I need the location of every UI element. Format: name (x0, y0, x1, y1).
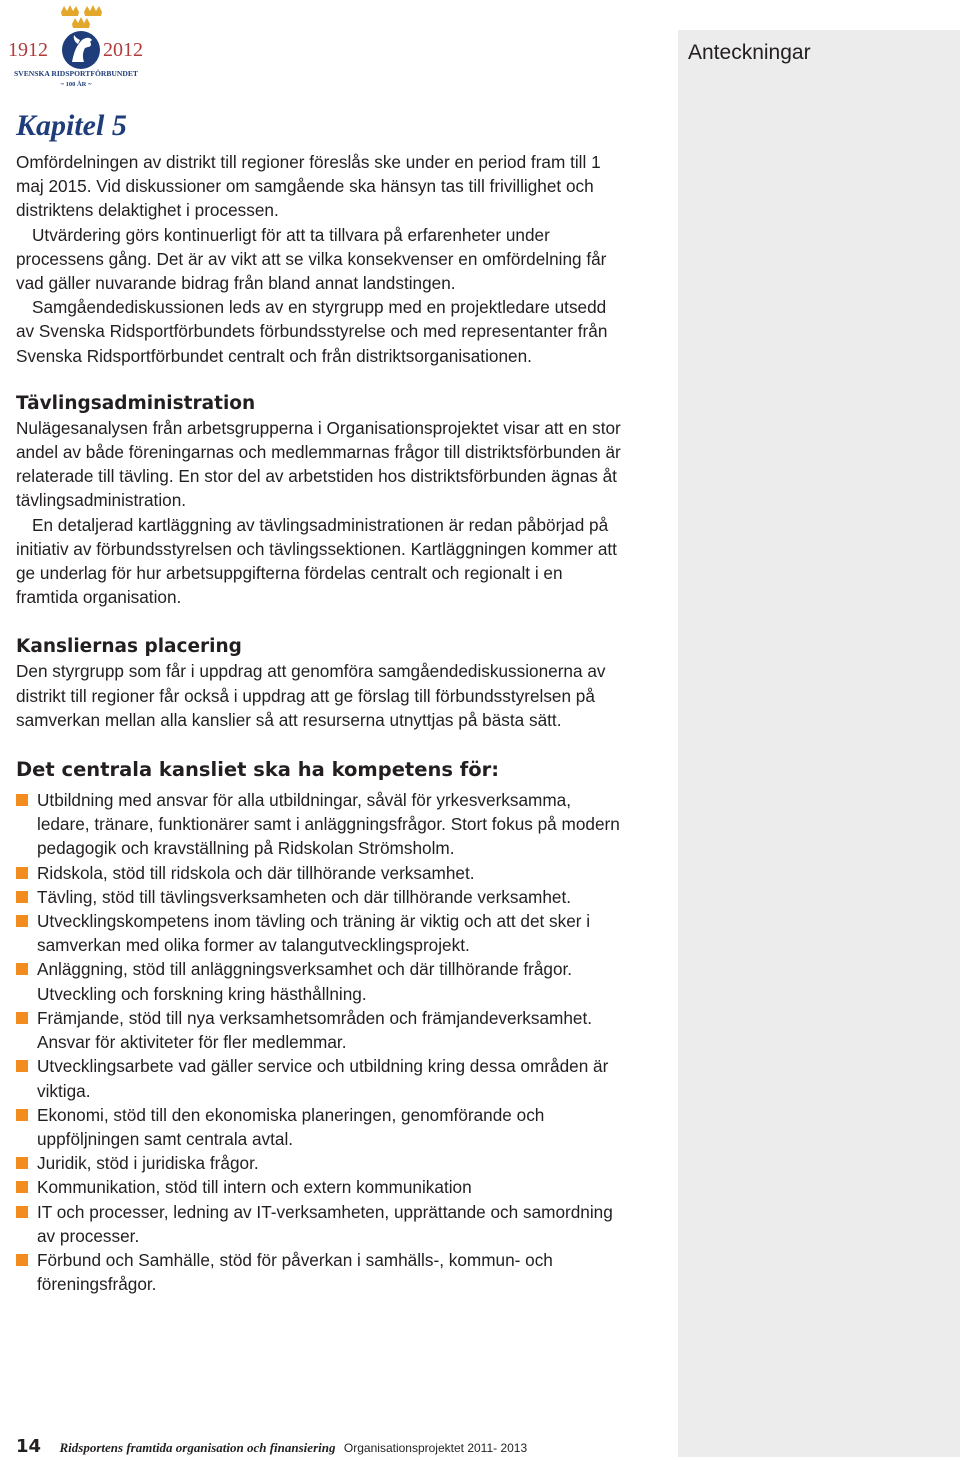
section-heading-tavlingsadministration: Tävlingsadministration (16, 392, 256, 414)
notes-panel (678, 30, 960, 1457)
crown-icon (61, 5, 102, 28)
list-item: Förbund och Samhälle, stöd för påverkan i samhälls-, kommun- och föreningsfrågor. (16, 1248, 626, 1296)
section-text-kansliernas-placering (16, 659, 626, 732)
square-bullet-icon (16, 963, 28, 975)
intro-paragraph-2: Utvärdering görs kontinuerligt för att ta tillvara på erfarenheter under processens gång. Det är av vikt att se vilka konsekvenser en omfördelning får vad gäller nuvarande bidrag från bland annat landstingen. (16, 224, 607, 294)
section-heading-centrala-kansliet: Det centrala kansliet ska ha kompetens för: (16, 758, 500, 782)
notes-title: Anteckningar (688, 41, 811, 64)
list-item: IT och processer, ledning av IT-verksamheten, upprättande och samordning av processer. (16, 1200, 626, 1248)
ridsportforbundet-logo (6, 4, 146, 90)
project-name: Organisationsprojektet 2011- 2013 (343, 1441, 528, 1455)
square-bullet-icon (16, 1060, 28, 1072)
section-heading-kansliernas-placering: Kansliernas placering (16, 636, 242, 658)
section1-paragraph-1: Nulägesanalysen från arbetsgrupperna i Organisationsprojektet visar att en stor andel av både föreningarnas och medlemmarnas frågor till distriktsförbunden är relaterade till tävling. En stor del av arbetstiden hos distriktsförbunden ägnas åt tävlingsadministration. (16, 417, 621, 511)
list-item: Juridik, stöd i juridiska frågor. (16, 1151, 626, 1175)
square-bullet-icon (16, 1206, 28, 1218)
intro-paragraph-3: Samgåendediskussionen leds av en styrgrupp med en projektledare utsedd av Svenska Ridsportförbundets förbundsstyrelse och med representanter från Svenska Ridsportförbundet centralt och från distriktsorganisationen. (16, 297, 608, 366)
chapter-title: Kapitel 5 (16, 109, 127, 142)
square-bullet-icon (16, 1254, 28, 1266)
logo-year-left: 1912 (8, 39, 48, 61)
list-item: Främjande, stöd till nya verksamhetsområden och främjandeverksamhet. Ansvar för aktiviteter för fler medlemmar. (16, 1006, 626, 1054)
square-bullet-icon (16, 1157, 28, 1169)
square-bullet-icon (16, 794, 28, 806)
square-bullet-icon (16, 1181, 28, 1193)
square-bullet-icon (16, 915, 28, 927)
publication-title: Ridsportens framtida organisation och finansiering (59, 1440, 336, 1455)
list-item: Utvecklingskompetens inom tävling och träning är viktig och att det sker i samverkan med olika former av talangutvecklingsprojekt. (16, 909, 626, 957)
page-footer (16, 1436, 527, 1460)
list-item: Tävling, stöd till tävlingsverksamheten och där tillhörande verksamhet. (16, 885, 626, 909)
competence-list (16, 788, 626, 1296)
list-item: Kommunikation, stöd till intern och extern kommunikation (16, 1175, 626, 1199)
main-content (16, 110, 626, 1296)
list-item: Utbildning med ansvar för alla utbildningar, såväl för yrkesverksamma, ledare, tränare, funktionärer samt i anläggningsfrågor. Stort fokus på modern pedagogik och kravställning på Ridskolan Strömsholm. (16, 788, 626, 861)
logo-tagline: ~ 100 ÅR ~ (60, 81, 92, 88)
square-bullet-icon (16, 1109, 28, 1121)
square-bullet-icon (16, 867, 28, 879)
intro-paragraph-1: Omfördelningen av distrikt till regioner föreslås ske under en period fram till 1 maj 2015. Vid diskussioner om samgående ska hänsyn tas till frivillighet och distriktens delaktighet i processen. (16, 152, 601, 221)
logo-org-name: SVENSKA RIDSPORTFÖRBUNDET (14, 69, 138, 78)
logo-year-right: 2012 (103, 39, 143, 61)
square-bullet-icon (16, 1012, 28, 1024)
intro-text (16, 150, 626, 368)
list-item: Anläggning, stöd till anläggningsverksamhet och där tillhörande frågor. Utveckling och forskning kring hästhållning. (16, 957, 626, 1005)
square-bullet-icon (16, 891, 28, 903)
list-item: Utvecklingsarbete vad gäller service och utbildning kring dessa områden är viktiga. (16, 1054, 626, 1102)
section1-paragraph-2: En detaljerad kartläggning av tävlingsadministrationen är redan påbörjad på initiativ av förbundsstyrelsen och tävlingssektionen. Kartläggningen kommer att ge underlag för hur arbetsuppgifterna fördelas centralt och regionalt i en framtida organisation. (16, 514, 617, 608)
section-text-tavlingsadministration (16, 416, 626, 610)
page-number: 14 (16, 1436, 42, 1457)
list-item: Ekonomi, stöd till den ekonomiska planeringen, genomförande och uppföljningen samt centrala avtal. (16, 1103, 626, 1151)
section2-paragraph-1: Den styrgrupp som får i uppdrag att genomföra samgåendediskussionerna av distrikt till regioner får också i uppdrag att ge förslag till förbundsstyrelsen på samverkan mellan alla kanslier så att resurserna utnyttjas på bästa sätt. (16, 661, 606, 730)
list-item: Ridskola, stöd till ridskola och där tillhörande verksamhet. (16, 861, 626, 885)
